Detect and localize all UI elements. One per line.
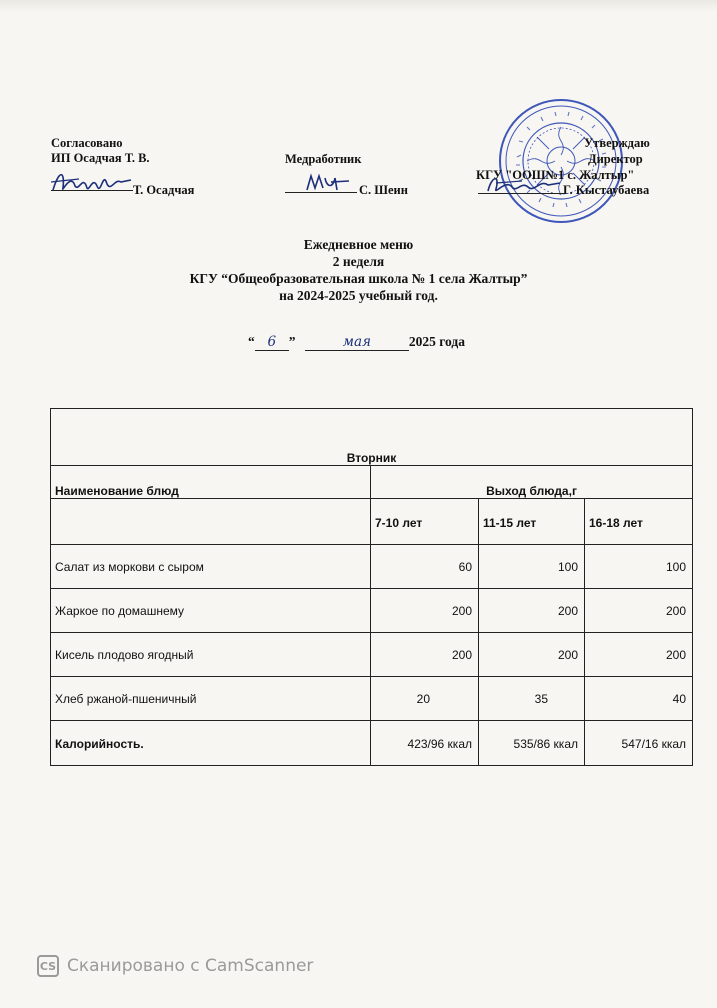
portion-value: 200 <box>585 633 693 677</box>
left-signer: Т. Осадчая <box>133 183 195 197</box>
right-signature <box>482 171 562 197</box>
watermark-text: Сканировано с CamScanner <box>67 956 314 976</box>
school-name: КГУ “Общеобразовательная школа № 1 села Жалтыр” <box>189 271 528 286</box>
agreed-org: ИП Осадчая Т. В. <box>51 151 150 165</box>
portion-value: 200 <box>371 633 479 677</box>
portion-value: 100 <box>479 545 585 589</box>
middle-signature <box>303 170 353 196</box>
portion-value: 40 <box>585 677 693 721</box>
portion-value: 100 <box>585 545 693 589</box>
left-signature-line <box>51 172 133 191</box>
dish-name: Кисель плодово ягодный <box>51 633 371 677</box>
approval-left <box>51 136 150 166</box>
portion-value: 60 <box>371 545 479 589</box>
age-header: 7-10 лет <box>371 499 479 545</box>
age-header: 11-15 лет <box>479 499 585 545</box>
table-row <box>51 633 693 677</box>
open-quote: “ <box>248 334 255 349</box>
date-year: 2025 года <box>408 334 465 349</box>
portion-value: 200 <box>479 633 585 677</box>
table-row <box>51 677 693 721</box>
portion-value: 200 <box>479 589 585 633</box>
col-output-header: Выход блюда,г <box>371 466 693 499</box>
week-label: 2 неделя <box>332 254 385 269</box>
approve-label: Утверждаю <box>584 136 650 150</box>
table-row <box>51 589 693 633</box>
menu-table <box>50 408 693 766</box>
portion-value: 35 <box>479 677 585 721</box>
camscanner-watermark <box>37 955 313 977</box>
table-row <box>51 545 693 589</box>
calories-row <box>51 721 693 766</box>
close-quote: ” <box>288 334 296 349</box>
doc-title: Ежедневное меню <box>303 237 414 252</box>
agreed-label: Согласовано <box>51 136 123 150</box>
portion-value: 200 <box>585 589 693 633</box>
date-month: мая <box>305 334 409 351</box>
school-year: на 2024-2025 учебный год. <box>279 288 438 303</box>
middle-signer: С. Шеин <box>359 183 408 197</box>
calories-value: 547/16 ккал <box>585 721 693 766</box>
date-day: 6 <box>255 334 289 351</box>
calories-value: 535/86 ккал <box>479 721 585 766</box>
dish-name: Жаркое по домашнему <box>51 589 371 633</box>
school-short-name: КГУ "ООШ№1 с. Жалтыр" <box>476 168 635 182</box>
left-signature <box>49 166 133 196</box>
age-header: 16-18 лет <box>585 499 693 545</box>
calories-value: 423/96 ккал <box>371 721 479 766</box>
empty-cell <box>51 499 371 545</box>
camscanner-logo-icon: CS <box>37 955 59 977</box>
right-signature-line <box>478 175 564 194</box>
medic-label: Медработник <box>285 152 362 166</box>
date-line <box>248 334 465 351</box>
day-header: Вторник <box>51 409 693 466</box>
portion-value: 200 <box>371 589 479 633</box>
right-signer: Г. Кыстаубаева <box>563 183 650 197</box>
calories-label: Калорийность. <box>51 721 371 766</box>
portion-value: 20 <box>371 677 479 721</box>
dish-name: Салат из моркови с сыром <box>51 545 371 589</box>
director-label: Директор <box>588 152 643 166</box>
scan-edge <box>0 0 717 12</box>
dish-name: Хлеб ржаной-пшеничный <box>51 677 371 721</box>
col-name-header: Наименование блюд <box>51 466 371 499</box>
middle-signature-line <box>285 174 357 193</box>
